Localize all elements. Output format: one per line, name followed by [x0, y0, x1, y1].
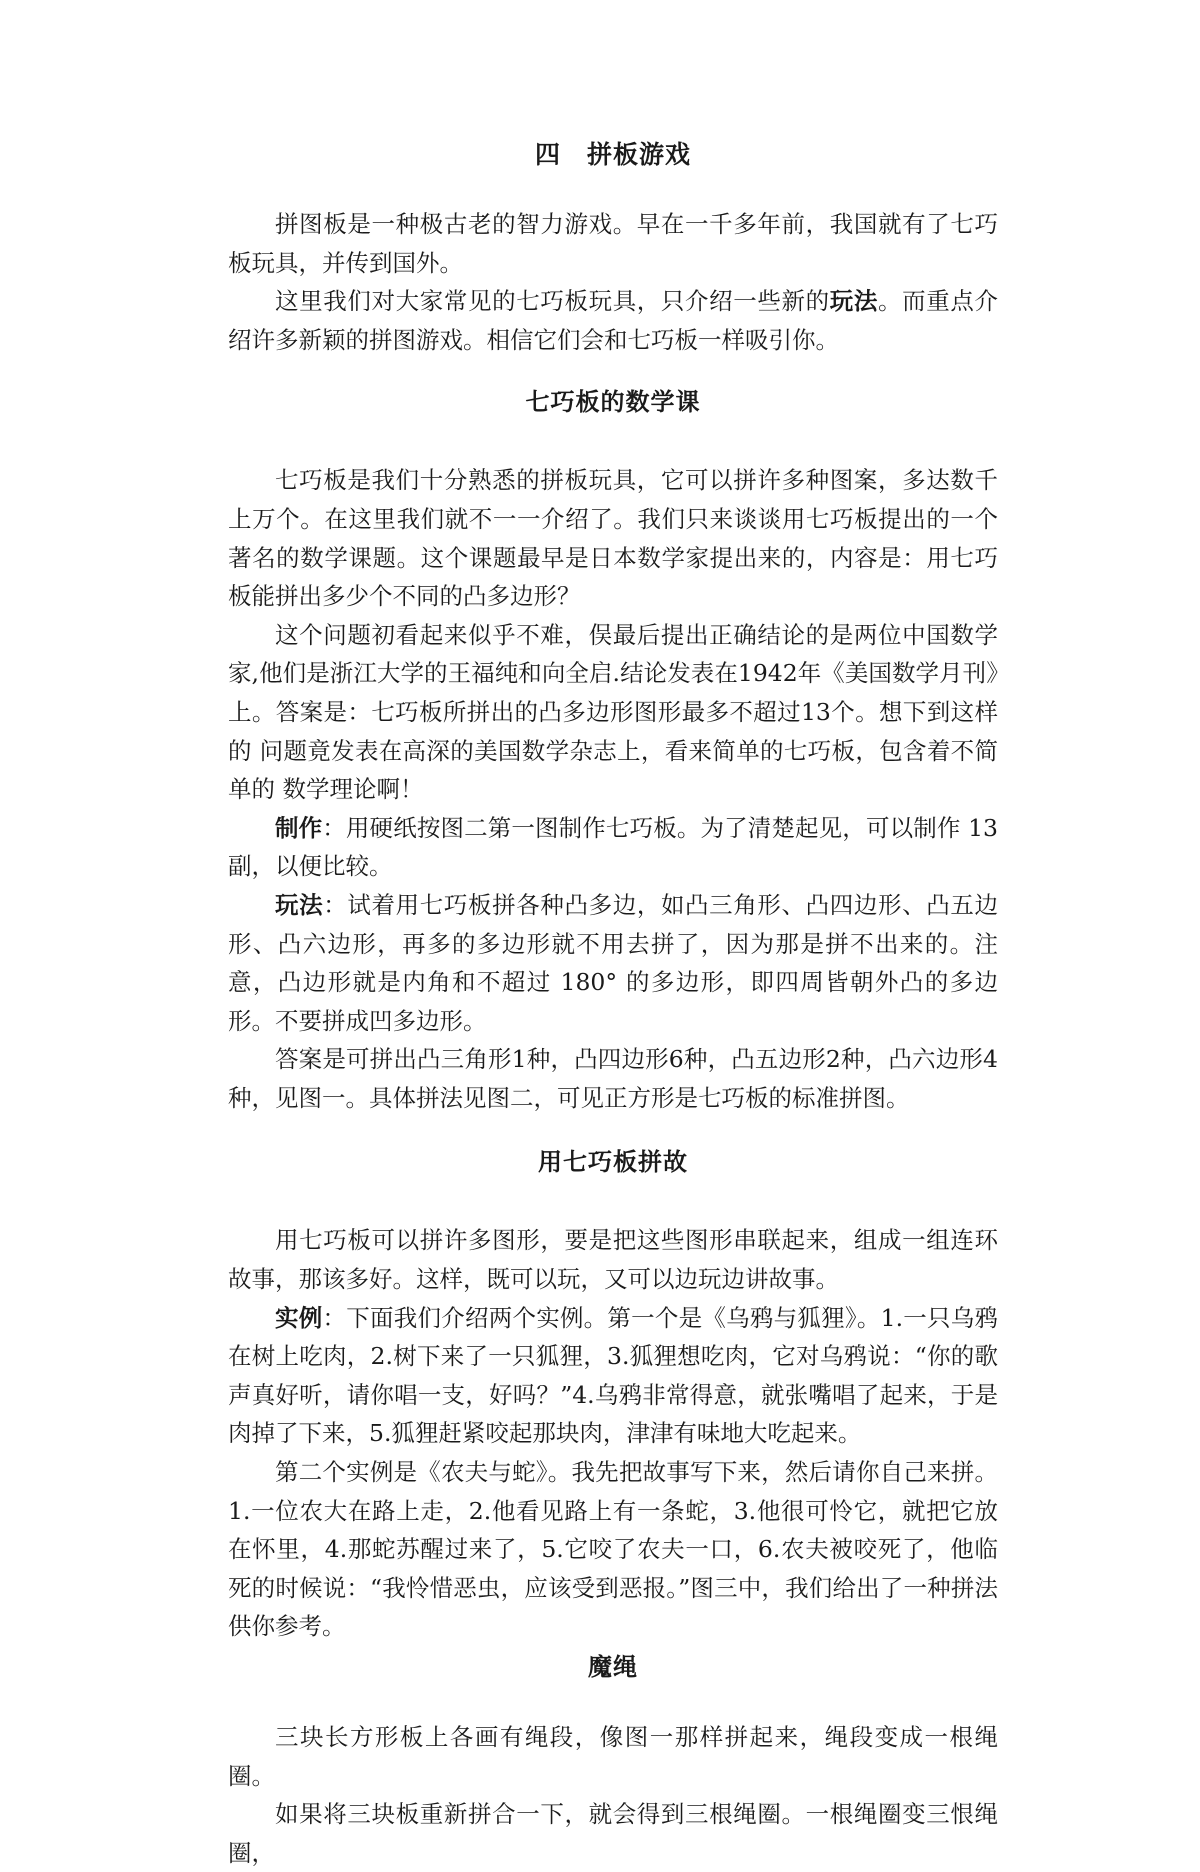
intro-paragraph-1: 拼图板是一种极古老的智力游戏。早在一千多年前，我国就有了七巧板玩具，并传到国外。: [228, 210, 998, 277]
intro-text-before: 这里我们对大家常见的七巧板玩具，只介绍一些新的: [275, 287, 830, 316]
example-label: 实例: [275, 1303, 323, 1332]
play-label: 玩法: [275, 890, 324, 919]
section1-play: [228, 886, 998, 1040]
section3-paragraph-1: 三块长方形板上各画有绳段，像图一那样拼起来，绳段变成一根绳圈。: [228, 1723, 998, 1790]
intro-text-after: 。而重点介绍许多新颖的拼图游戏。相信它们会和七巧板一样吸引你。: [228, 287, 999, 354]
section2-example: [228, 1299, 998, 1453]
section2-paragraph-3: 第二个实例是《农夫与蛇》。我先把故事写下来，然后请你自己来拼。1.一位农大在路上走，2.他看见路上有一条蛇，3.他很可怜它，就把它放在怀里，4.那蛇苏醒过来了，5.它咬了农夫一口，6.农夫被咬死了，他临死的时候说：“我怜惜恶虫，应该受到恶报。”图三中，我们给出了一种拼法供你参考。: [228, 1458, 998, 1641]
section-title-tangram-math: 七巧板的数学课: [525, 388, 701, 417]
play-text: ：试着用七巧板拼各种凸多边，如凸三角形、凸四边形、凸五边形、凸六边形，再多的多边形就不用去拼了，因为那是拼不出来的。注意，凸边形就是内角和不超过 180° 的多边形，即四周皆朝外凸的多边形。不要拼成凹多边形。: [228, 890, 999, 1035]
intro-bold-term: 玩法: [829, 287, 879, 316]
section2-paragraph-1: 用七巧板可以拼许多图形，要是把这些图形串联起来，组成一组连环故事，那该多好。这样，既可以玩，又可以边玩边讲故事。: [228, 1226, 998, 1294]
document-content: [228, 140, 998, 1872]
section1-making: [228, 809, 998, 886]
section1-answer: 答案是可拼出凸三角形1种，凸四边形6种，凸五边形2种，凸六边形4种，见图一。具体拼法见图二，可见正方形是七巧板的标准拼图。: [228, 1045, 998, 1112]
section-title-tangram-story: 用七巧板拼故: [538, 1148, 688, 1177]
intro-paragraph-2: [228, 282, 998, 359]
chapter-title: [228, 140, 998, 170]
example-text: ：下面我们介绍两个实例。第一个是《乌鸦与狐狸》。1.一只乌鸦在树上吃肉，2.树下来了一只狐狸，3.狐狸想吃肉，它对乌鸦说：“你的歌声真好听，请你唱一支，好吗？”4.乌鸦非常得意，就张嘴唱了起来，于是肉掉了下来，5.狐狸赶紧咬起那块肉，津津有味地大吃起来。: [228, 1303, 999, 1448]
making-label: 制作: [275, 813, 323, 842]
section-title-magic-rope: 魔绳: [588, 1653, 638, 1681]
chapter-number: 四: [534, 140, 561, 169]
making-text: ：用硬纸按图二第一图制作七巧板。为了清楚起见，可以制作 13 副，以便比较。: [228, 813, 999, 881]
section1-paragraph-2: 这个问题初看起来似乎不难，俣最后提出正确结论的是两位中国数学 家,他们是浙江大学的王福纯和向全启.结论发表在1942年《美国数学月刊》上。答案是：七巧板所拼出的凸多边形图形最多不超过13个。想下到这样的 问题竟发表在高深的美国数学杂志上，看来简单的七巧板，包含着不简单的 数学理论啊！: [228, 620, 998, 804]
chapter-name: 拼板游戏: [587, 140, 692, 169]
section1-paragraph-1: 七巧板是我们十分熟悉的拼板玩具，它可以拼许多种图案，多达数千上万个。在这里我们就不一一介绍了。我们只来谈谈用七巧板提出的一个著名的数学课题。这个课题最早是日本数学家提出来的，内容是：用七巧板能拼出多少个不同的凸多边形？: [228, 466, 998, 611]
section3-paragraph-2: 如果将三块板重新拼合一下，就会得到三根绳圈。一根绳圈变三恨绳圈，: [228, 1800, 998, 1867]
